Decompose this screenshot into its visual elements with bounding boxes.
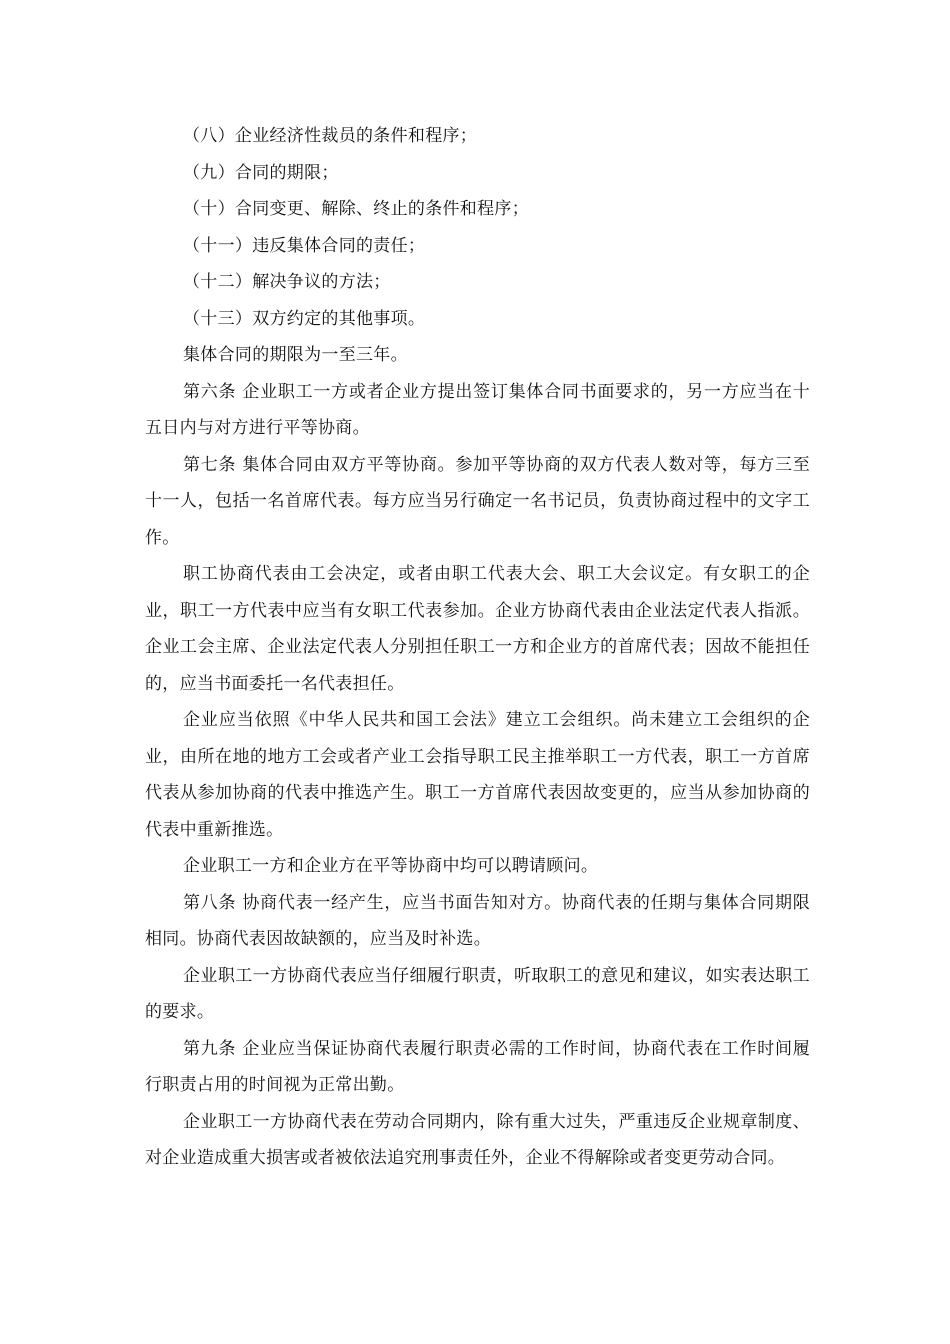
- paragraph-representative-duties: 企业职工一方协商代表应当仔细履行职责，听取职工的意见和建议，如实表达职工的要求。: [145, 965, 810, 1022]
- article-8: 第八条 协商代表一经产生，应当书面告知对方。协商代表的任期与集体合同期限相同。协商代表因故缺额的，应当及时补选。: [145, 892, 810, 949]
- article-6: 第六条 企业职工一方或者企业方提出签订集体合同书面要求的，另一方应当在十五日内与对方进行平等协商。: [145, 381, 810, 438]
- list-item-8: （八）企业经济性裁员的条件和程序；: [183, 126, 478, 146]
- list-item-9: （九）合同的期限；: [183, 162, 339, 183]
- article-7: 第七条 集体合同由双方平等协商。参加平等协商的双方代表人数对等，每方三至十一人，包括一名首席代表。每方应当另行确定一名书记员，负责协商过程中的文字工作。: [145, 454, 810, 548]
- paragraph-labor-contract-protection: 企业职工一方协商代表在劳动合同期内，除有重大过失，严重违反企业规章制度、对企业造成重大损害或者被依法追究刑事责任外，企业不得解除或者变更劳动合同。: [145, 1111, 810, 1168]
- list-item-11: （十一）违反集体合同的责任；: [183, 235, 426, 256]
- paragraph-union-organization: 企业应当依照《中华人民共和国工会法》建立工会组织。尚未建立工会组织的企业，由所在地的地方工会或者产业工会指导职工民主推举职工一方代表，职工一方首席代表从参加协商的代表中推选产生。职工一方首席代表因故变更的，应当从参加协商的代表中重新推选。: [145, 710, 810, 840]
- list-item-13: （十三）双方约定的其他事项。: [183, 308, 426, 329]
- document-body: [145, 118, 810, 1177]
- paragraph-advisors: 企业职工一方和企业方在平等协商中均可以聘请顾问。: [183, 856, 599, 876]
- paragraph-contract-term: 集体合同的期限为一至三年。: [183, 345, 408, 365]
- list-item-10: （十）合同变更、解除、终止的条件和程序；: [183, 199, 529, 219]
- article-9: 第九条 企业应当保证协商代表履行职责必需的工作时间，协商代表在工作时间履行职责占用的时间视为正常出勤。: [145, 1038, 810, 1095]
- list-item-12: （十二）解决争议的方法；: [183, 272, 391, 292]
- paragraph-worker-representatives: 职工协商代表由工会决定，或者由职工代表大会、职工大会议定。有女职工的企业，职工一方代表中应当有女职工代表参加。企业方协商代表由企业法定代表人指派。企业工会主席、企业法定代表人分别担任职工一方和企业方的首席代表；因故不能担任的，应当书面委托一名代表担任。: [145, 564, 810, 694]
